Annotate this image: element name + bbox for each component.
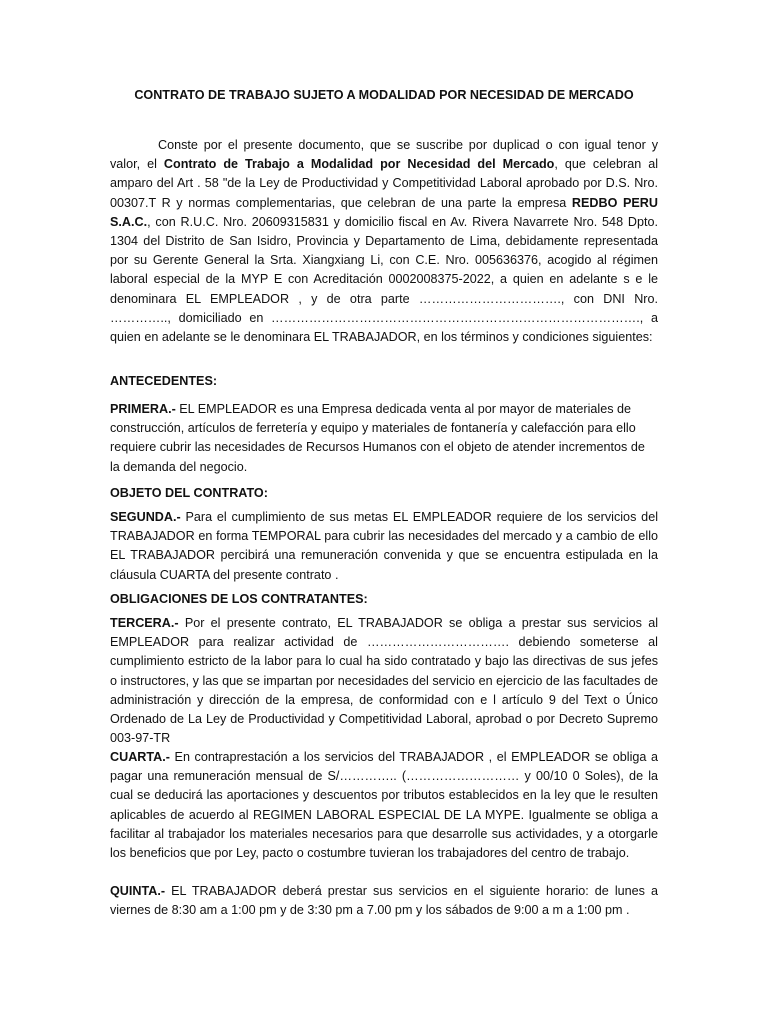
clause-cuarta [110, 748, 658, 863]
clause-lead: PRIMERA.- [110, 402, 176, 416]
intro-text-1: Conste por el presente documento, que se suscribe por duplicad o con igual tenor y valor, el [110, 138, 658, 172]
document-title: CONTRATO DE TRABAJO SUJETO A MODALIDAD POR NECESIDAD DE MERCADO [134, 88, 634, 102]
obligaciones-heading: OBLIGACIONES DE LOS CONTRATANTES: [110, 592, 368, 606]
clause-tercera [110, 614, 658, 748]
clause-lead: QUINTA.- [110, 884, 166, 898]
contract-type: Contrato de Trabajo a Modalidad por Necesidad del Mercado [163, 157, 555, 172]
clause-text: Por el presente contrato, EL TRABAJADOR se obliga a prestar sus servicios al EMPLEADOR para realizar actividad de ……………………………. debiendo someterse al cumplimiento estricto de la labor para lo cual ha sido contratado y bajo las directivas de sus jefes o instructores, y las que se impartan por necesidades del servicio en ejercicio de las facultades de administración y dirección de la empresa, de conformidad con e l artículo 9 del Text o Único Ordenado de La Ley de Productividad y Competitividad Laboral, aprobad o por Decreto Supremo 003-97-TR [110, 616, 658, 746]
clause-text: En contraprestación a los servicios del TRABAJADOR , el EMPLEADOR se obliga a pagar una remuneración mensual de S/………….. (……………………… y 00/10 0 Soles), de la cual se deducirá las aportaciones y descuentos por tributos establecidos en la ley que le resulten aplicables de acuerdo al REGIMEN LABORAL ESPECIAL DE LA MYPE. Igualmente se obliga a facilitar al trabajador los materiales necesarios para que desarrolle sus actividades, y a otorgarle los beneficios que por Ley, pacto o costumbre tuvieran los trabajadores del centro de trabajo. [110, 750, 658, 861]
clause-quinta [110, 882, 658, 920]
intro-text-3: , con R.U.C. Nro. 20609315831 y domicilio fiscal en Av. Rivera Navarrete Nro. 548 Dpto. 1304 del Distrito de San Isidro, Provincia y Departamento de Lima, debidamente representada por su Gerente General la Srta. Xiangxiang Li, con C.E. Nro. 005636376, acogido al régimen laboral especial de la MYP E con Acreditación 0002008375-2022, a quien en adelante s e le denominara EL EMPLEADOR , y de otra parte ……………………………., con DNI Nro. ………….., domiciliado en ……………………………………………………………………………., a quien en adelante se le denominara EL TRABAJADOR, en los términos y condiciones siguientes: [110, 214, 658, 345]
antecedentes-heading: ANTECEDENTES: [110, 374, 218, 388]
intro-text-2: , que celebran al amparo del Art . 58 "de la Ley de Productividad y Competitividad Laboral aprobado por D.S. Nro. 00307.T R y normas complementarias, que celebran de una parte la empresa [110, 157, 659, 210]
clause-lead: CUARTA.- [110, 750, 170, 764]
intro-paragraph [110, 136, 658, 347]
clause-text: Para el cumplimiento de sus metas EL EMPLEADOR requiere de los servicios del TRABAJADOR en forma TEMPORAL para cubrir las necesidades del mercado y a cambio de ello EL TRABAJADOR percibirá una remuneración convenida y que se encuentra estipulada en la cláusula CUARTA del presente contrato . [110, 510, 658, 582]
clause-segunda [110, 508, 658, 585]
objeto-heading: OBJETO DEL CONTRATO: [110, 486, 268, 500]
clause-text: EL TRABAJADOR deberá prestar sus servicios en el siguiente horario: de lunes a viernes de 8:30 am a 1:00 pm y de 3:30 pm a 7.00 pm y los sábados de 9:00 a m a 1:00 pm . [110, 884, 658, 918]
clause-lead: TERCERA.- [110, 616, 179, 630]
clause-primera [110, 400, 658, 477]
company-name: REDBO PERU S.A.C. [110, 195, 659, 229]
clause-text: EL EMPLEADOR es una Empresa dedicada venta al por mayor de materiales de construcción, artículos de ferretería y equipo y materiales de fontanería y calefacción para ello requiere cubrir las necesidades de Recursos Humanos con el objeto de atender incrementos de la demanda del negocio. [110, 402, 645, 474]
clause-lead: SEGUNDA.- [110, 510, 181, 524]
